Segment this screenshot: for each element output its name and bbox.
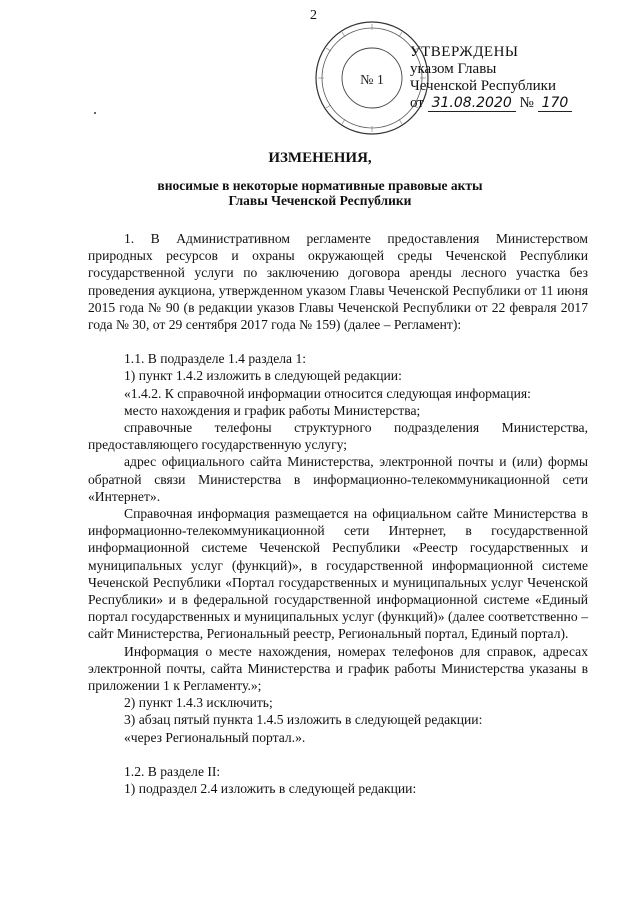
- subtitle-line-2: Главы Чеченской Республики: [228, 193, 412, 208]
- document-body: [88, 230, 588, 797]
- paragraph: 2) пункт 1.4.3 исключить;: [124, 695, 273, 711]
- paragraph: 1) подраздел 2.4 изложить в следующей редакции:: [124, 781, 417, 797]
- paragraph: «1.4.2. К справочной информации относится следующая информация:: [124, 385, 531, 401]
- paragraph: 1. В Административном регламенте предоставления Министерством природных ресурсов и охраны окружающей среды Чеченской Республики государственной услуги по заключению договора аренды лесного участка без проведения аукциона, утвержденном указом Главы Чеченской Республики от 11 июня 2015 года № 90 (в редакции указов Главы Чеченской Республики от 22 февраля 2017 года № 30, от 29 сентября 2017 года № 159) (далее – Регламент):: [88, 231, 588, 333]
- page-number: 2: [310, 8, 317, 23]
- number-prefix: №: [519, 95, 534, 111]
- paragraph: адрес официального сайта Министерства, электронной почты и (или) формы обратной связи Министерства в информационно-телекоммуникационной сети «Интернет».: [88, 454, 588, 504]
- paragraph: 1) пункт 1.4.2 изложить в следующей редакции:: [124, 368, 402, 384]
- paragraph: 1.2. В разделе II:: [124, 763, 221, 779]
- seal-number: № 1: [360, 73, 384, 88]
- paragraph: Справочная информация размещается на официальном сайте Министерства в информационно-телекоммуникационной сети Интернет, в государственной информационной системе Чеченской Республики «Реестр государственных и муниципальных услуг (функций)», в государственной информационной системе Чеченской Республики «Портал государственных и муниципальных услуг Чеченской Республики» и в федеральной государственной информационной системе «Единый портал государственных и муниципальных услуг (функций)» (далее соответственно – сайт Министерства, Региональный реестр, Региональный портал, Единый портал).: [88, 506, 588, 642]
- approved-label: УТВЕРЖДЕНЫ: [410, 44, 519, 60]
- approval-number: 170: [538, 95, 573, 112]
- paragraph: 1.1. В подразделе 1.4 раздела 1:: [124, 351, 307, 367]
- date-prefix: от: [410, 95, 424, 111]
- paragraph: Информация о месте нахождения, номерах телефонов для справок, адресах электронной почты, сайта Министерства и график работы Министерства указаны в приложении 1 к Регламенту.»;: [88, 643, 588, 694]
- approval-block: [410, 44, 572, 112]
- paragraph-gap: [88, 333, 588, 350]
- decree-label: указом Главы: [410, 61, 497, 77]
- subtitle-line-1: вносимые в некоторые нормативные правовые акты: [157, 178, 483, 193]
- approval-date-line: [410, 95, 572, 112]
- scan-speck: [94, 112, 96, 114]
- approval-date: 31.08.2020: [428, 95, 516, 112]
- paragraph-gap: [88, 746, 588, 763]
- paragraph: справочные телефоны структурного подразделения Министерства, предоставляющего государственную услугу;: [88, 420, 588, 453]
- document-subtitle: [0, 178, 640, 208]
- paragraph: 3) абзац пятый пункта 1.4.5 изложить в следующей редакции:: [124, 712, 483, 728]
- paragraph: «через Региональный портал.».: [124, 729, 306, 745]
- republic-label: Чеченской Республики: [410, 78, 556, 94]
- document-title: ИЗМЕНЕНИЯ,: [268, 150, 372, 166]
- paragraph: место нахождения и график работы Министерства;: [124, 402, 421, 418]
